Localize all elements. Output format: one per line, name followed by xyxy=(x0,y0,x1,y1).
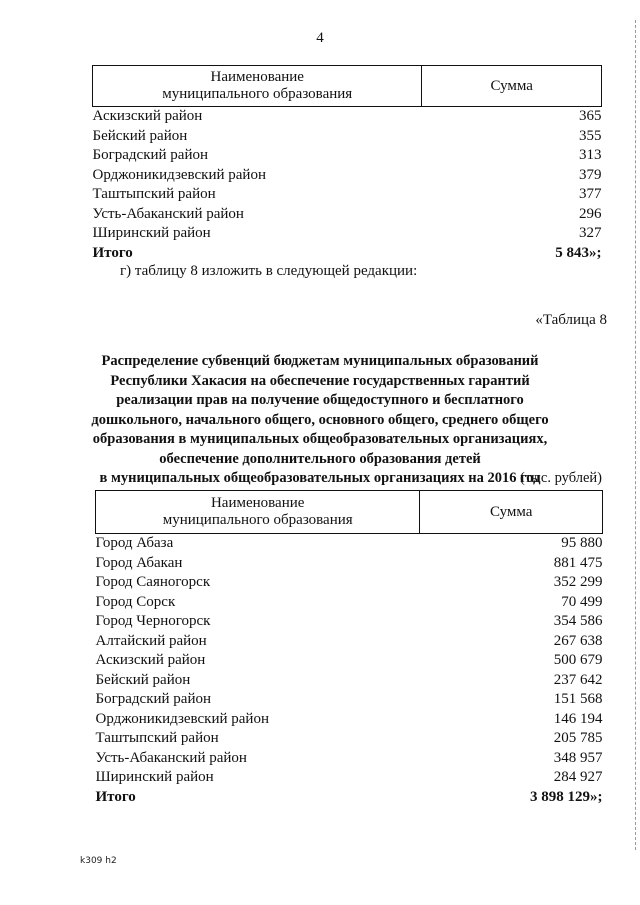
heading-line: Республики Хакасия на обеспечение государственных гарантий xyxy=(110,372,530,389)
header-sum-cell: Сумма xyxy=(422,66,602,107)
row-value: 146 194 xyxy=(553,710,603,727)
table-row xyxy=(93,127,602,147)
table-row xyxy=(96,651,603,671)
row-value: 365 xyxy=(579,108,602,124)
table-row xyxy=(96,749,603,769)
page-number: 4 xyxy=(316,30,324,46)
table-row xyxy=(93,224,602,244)
row-value: 348 957 xyxy=(553,749,603,766)
heading-line: дошкольного, начального общего, основного общего, среднего общего xyxy=(91,411,549,428)
heading-line: обеспечение дополнительного образования детей xyxy=(159,450,481,467)
header-name-line1: Наименование xyxy=(210,69,304,85)
row-value: 313 xyxy=(579,147,602,163)
footer-code: k309 h2 xyxy=(80,856,117,866)
row-value: 237 642 xyxy=(553,671,603,688)
row-name: Усть-Абаканский район xyxy=(92,205,244,222)
row-name: Боградский район xyxy=(95,691,212,707)
units-label: (тыс. рублей) xyxy=(520,470,602,486)
row-name: Ширинский район xyxy=(92,225,211,241)
row-value: 379 xyxy=(579,166,602,183)
table-row xyxy=(93,205,602,225)
table-heading xyxy=(70,352,570,489)
row-value: 500 679 xyxy=(553,652,603,668)
row-name: Усть-Абаканский район xyxy=(95,749,247,766)
table-2 xyxy=(95,490,603,807)
scan-edge-line xyxy=(634,20,636,850)
row-name: Таштыпский район xyxy=(95,730,219,746)
row-name: Орджоникидзевский район xyxy=(95,710,269,727)
table-row xyxy=(96,612,603,632)
row-value: 151 568 xyxy=(553,691,603,707)
header-name-line2: муниципального образования xyxy=(162,86,353,102)
row-value: 354 586 xyxy=(553,613,603,629)
table-label: «Таблица 8 xyxy=(535,312,607,328)
heading-line: реализации прав на получение общедоступного и бесплатного xyxy=(116,392,524,408)
row-name: Город Саяногорск xyxy=(95,574,211,590)
table-row xyxy=(96,690,603,710)
table-1-header xyxy=(93,66,602,107)
row-name: Город Абаза xyxy=(95,535,174,551)
table-row xyxy=(96,534,603,554)
header-name-cell xyxy=(93,66,422,107)
total-name: Итого xyxy=(95,788,136,805)
row-name: Аскизский район xyxy=(92,108,203,124)
row-name: Бейский район xyxy=(95,671,191,688)
table-row xyxy=(93,146,602,166)
table-row xyxy=(96,554,603,574)
row-value: 296 xyxy=(579,205,602,222)
table-row xyxy=(93,107,602,127)
row-value: 352 299 xyxy=(553,574,603,590)
table-total-row xyxy=(93,244,602,264)
heading-line: образования в муниципальных общеобразовательных организациях, xyxy=(92,431,548,447)
table-row xyxy=(96,593,603,613)
header-name-cell xyxy=(96,491,420,534)
row-name: Город Черногорск xyxy=(95,613,211,629)
row-value: 70 499 xyxy=(561,593,603,610)
table-1 xyxy=(92,65,602,263)
header-name-line1: Наименование xyxy=(210,495,305,511)
row-value: 377 xyxy=(579,186,602,202)
table-row xyxy=(93,185,602,205)
row-name: Ширинский район xyxy=(95,769,214,785)
row-value: 881 475 xyxy=(553,554,603,571)
row-value: 95 880 xyxy=(561,535,603,551)
table-row xyxy=(96,710,603,730)
row-name: Орджоникидзевский район xyxy=(92,166,266,183)
header-sum-cell: Сумма xyxy=(420,491,603,534)
table-row xyxy=(93,166,602,186)
total-name: Итого xyxy=(92,244,133,261)
header-name-line2: муниципального образования xyxy=(162,512,353,528)
row-value: 284 927 xyxy=(553,769,603,785)
total-value: 3 898 129»; xyxy=(530,788,603,805)
total-value: 5 843»; xyxy=(555,244,602,261)
row-name: Бейский район xyxy=(92,127,188,144)
row-name: Город Сорск xyxy=(95,593,176,610)
row-name: Аскизский район xyxy=(95,652,206,668)
row-value: 327 xyxy=(579,225,602,241)
heading-line: Распределение субвенций бюджетам муниципальных образований xyxy=(101,353,539,369)
heading-line: в муниципальных общеобразовательных организациях на 2016 год xyxy=(99,470,541,486)
table-row xyxy=(96,768,603,788)
row-value: 267 638 xyxy=(553,632,603,649)
table-total-row xyxy=(96,788,603,808)
table-row xyxy=(96,671,603,691)
instruction-text: г) таблицу 8 изложить в следующей редакции: xyxy=(120,263,418,279)
table-2-header xyxy=(96,491,603,534)
table-row xyxy=(96,632,603,652)
row-value: 355 xyxy=(579,127,602,144)
table-row xyxy=(96,573,603,593)
table-row xyxy=(96,729,603,749)
row-name: Таштыпский район xyxy=(92,186,216,202)
row-name: Алтайский район xyxy=(95,632,207,649)
row-name: Город Абакан xyxy=(95,554,183,571)
row-value: 205 785 xyxy=(553,730,603,746)
row-name: Боградский район xyxy=(92,147,209,163)
